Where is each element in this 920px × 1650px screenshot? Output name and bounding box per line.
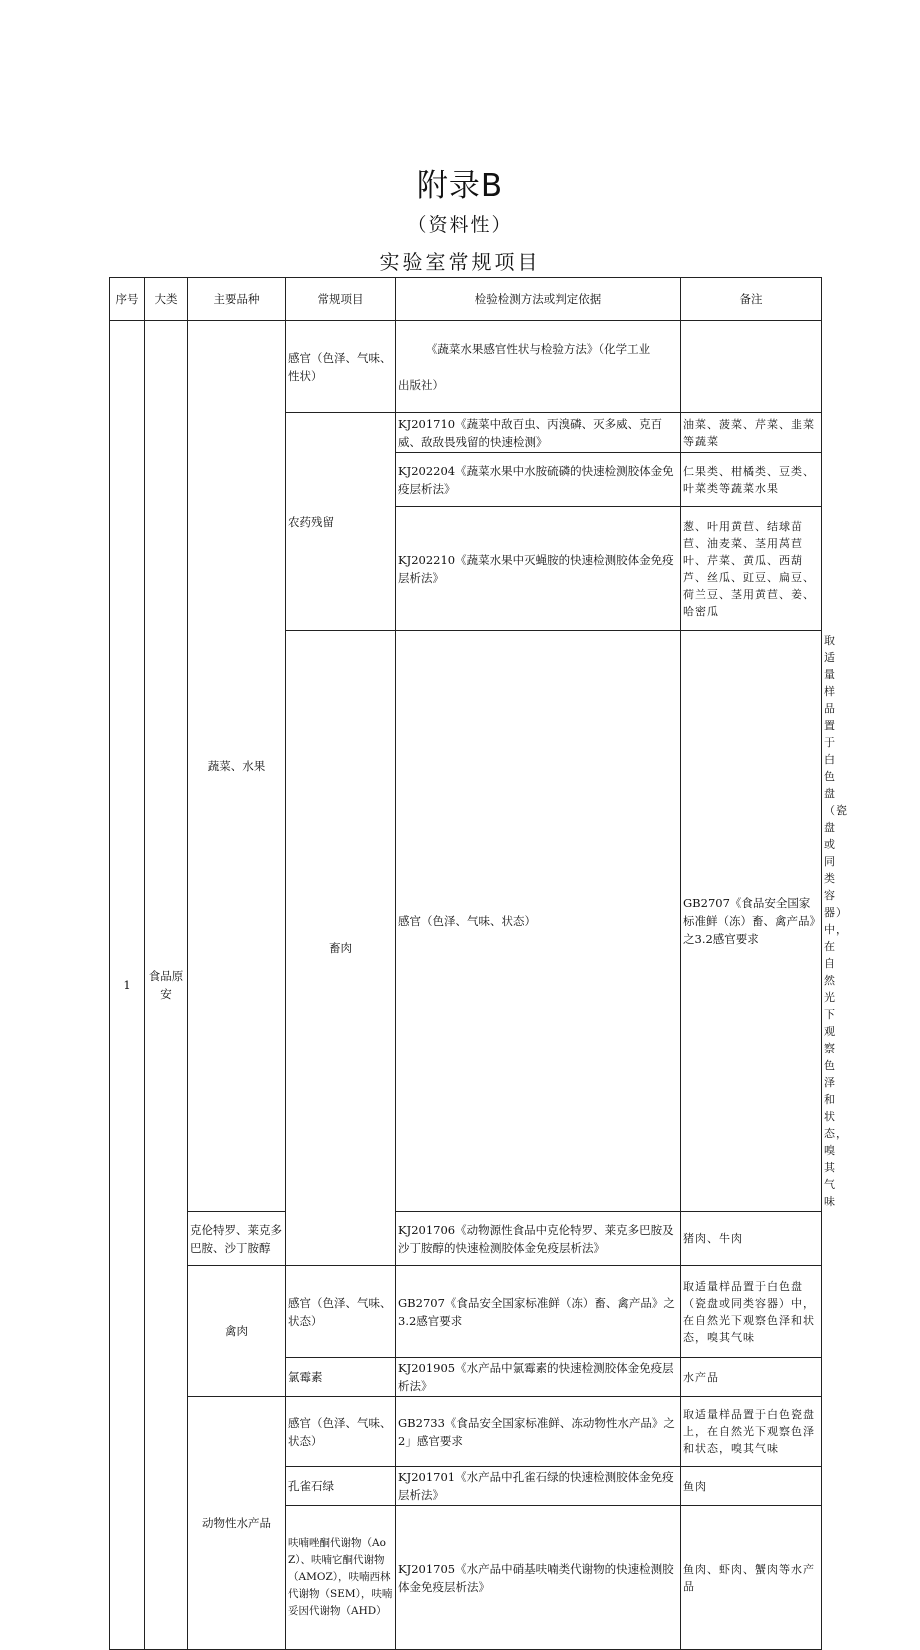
method-veg-sensory-line2: 出版社） xyxy=(398,377,444,392)
page-title: 附录B xyxy=(416,168,504,204)
header-remark: 备注 xyxy=(681,278,822,321)
remark-poultry-1: 取适量样品置于白色盘（瓷盘或同类容器）中，在自然光下观察色泽和状态，嗅其气味 xyxy=(681,1266,822,1358)
table-row: 畜肉 感官（色泽、气味、状态） GB2707《食品安全国家标准鲜（冻）畜、禽产品》之3.2感官要求 取适量样品置于白色盘（瓷盘或同类容器）中，在自然光下观察色泽和状态，嗅其气味 xyxy=(110,631,822,1212)
method-aquatic-2: KJ201701《水产品中孔雀石绿的快速检测胶体金免疫层析法》 xyxy=(396,1467,681,1506)
item-veg-sensory: 感官（色泽、气味、性状） xyxy=(286,321,396,413)
remark-veg-1: 油菜、菠菜、芹菜、韭菜等蔬菜 xyxy=(681,413,822,453)
item-poultry-chlor: 氯霉素 xyxy=(286,1358,396,1397)
item-aquatic-sensory: 感官（色泽、气味、状态） xyxy=(286,1397,396,1467)
remark-veg-sensory xyxy=(681,321,822,413)
table-header-row xyxy=(110,278,822,321)
remark-livestock-2: 猪肉、牛肉 xyxy=(681,1212,822,1266)
method-aquatic-1: GB2733《食品安全国家标准鲜、冻动物性水产品》之2」感官要求 xyxy=(396,1397,681,1467)
variety-veg: 蔬菜、水果 xyxy=(188,321,286,1212)
item-aquatic-malachite: 孔雀石绿 xyxy=(286,1467,396,1506)
header-item: 常规项目 xyxy=(286,278,396,321)
method-livestock-2: KJ201706《动物源性食品中克伦特罗、莱克多巴胺及沙丁胺醇的快速检测胶体金免疫层析法》 xyxy=(396,1212,681,1266)
item-livestock-clen: 克伦特罗、莱克多巴胺、沙丁胺醇 xyxy=(188,1212,286,1266)
remark-aquatic-2: 鱼肉 xyxy=(681,1467,822,1506)
seq-cell: 1 xyxy=(110,321,145,1650)
method-aquatic-3: KJ201705《水产品中硝基呋喃类代谢物的快速检测胶体金免疫层析法》 xyxy=(396,1506,681,1650)
variety-livestock: 畜肉 xyxy=(286,631,396,1266)
method-veg-sensory xyxy=(396,321,681,413)
item-livestock-sensory: 感官（色泽、气味、状态） xyxy=(396,631,681,1212)
item-aquatic-nitro: 呋喃唑酮代谢物（AoZ）、呋喃它酮代谢物（AMOZ），呋喃西林代谢物（SEM），呋喃妥因代谢物（AHD） xyxy=(286,1506,396,1650)
remark-veg-2: 仁果类、柑橘类、豆类、叶菜类等蔬菜水果 xyxy=(681,453,822,507)
item-veg-pesticide: 农药残留 xyxy=(286,413,396,631)
item-poultry-sensory: 感官（色泽、气味、状态） xyxy=(286,1266,396,1358)
table-row xyxy=(110,321,822,413)
method-livestock-1: GB2707《食品安全国家标准鲜（冻）畜、禽产品》之3.2感官要求 xyxy=(681,631,822,1212)
method-poultry-1: GB2707《食品安全国家标准鲜（冻）畜、禽产品》之3.2感官要求 xyxy=(396,1266,681,1358)
header-category: 大类 xyxy=(145,278,188,321)
remark-aquatic-1: 取适量样品置于白色瓷盘上，在自然光下观察色泽和状态，嗅其气味 xyxy=(681,1397,822,1467)
method-veg-sensory-line1: 《蔬菜水果感官性状与检验方法》（化学工业 xyxy=(425,341,651,356)
header-variety: 主要品种 xyxy=(188,278,286,321)
remark-aquatic-3: 鱼肉、虾肉、蟹肉等水产品 xyxy=(681,1506,822,1650)
remark-veg-3: 葱、叶用黄苣、结球苗苣、油麦菜、茎用莴苣叶、芹菜、黄瓜、西葫芦、丝瓜、豇豆、扁豆、荷兰豆、茎用黄苣、姜、哈密瓜 xyxy=(681,507,822,631)
method-veg-2: KJ202204《蔬菜水果中水胺硫磷的快速检测胶体金免疫层析法》 xyxy=(396,453,681,507)
lab-items-table xyxy=(109,277,848,1650)
table-row xyxy=(110,1266,822,1358)
category-cell: 食品原安 xyxy=(145,321,188,1650)
header-seq: 序号 xyxy=(110,278,145,321)
table-title: 实验室常规项目 xyxy=(379,250,541,274)
page-subtitle: （资料性） xyxy=(407,214,513,236)
remark-poultry-2: 水产品 xyxy=(681,1358,822,1397)
variety-aquatic: 动物性水产品 xyxy=(188,1397,286,1650)
method-veg-1: KJ201710《蔬菜中敌百虫、丙溴磷、灭多威、克百威、敌敌畏残留的快速检测》 xyxy=(396,413,681,453)
header-method: 检验检测方法或判定依据 xyxy=(396,278,681,321)
table-row xyxy=(110,1397,822,1467)
method-poultry-2: KJ201905《水产品中氯霉素的快速检测胶体金免疫层析法》 xyxy=(396,1358,681,1397)
variety-poultry: 禽肉 xyxy=(188,1266,286,1397)
method-veg-3: KJ202210《蔬菜水果中灭蝇胺的快速检测胶体金免疫层析法》 xyxy=(396,507,681,631)
table-row xyxy=(110,1212,822,1266)
